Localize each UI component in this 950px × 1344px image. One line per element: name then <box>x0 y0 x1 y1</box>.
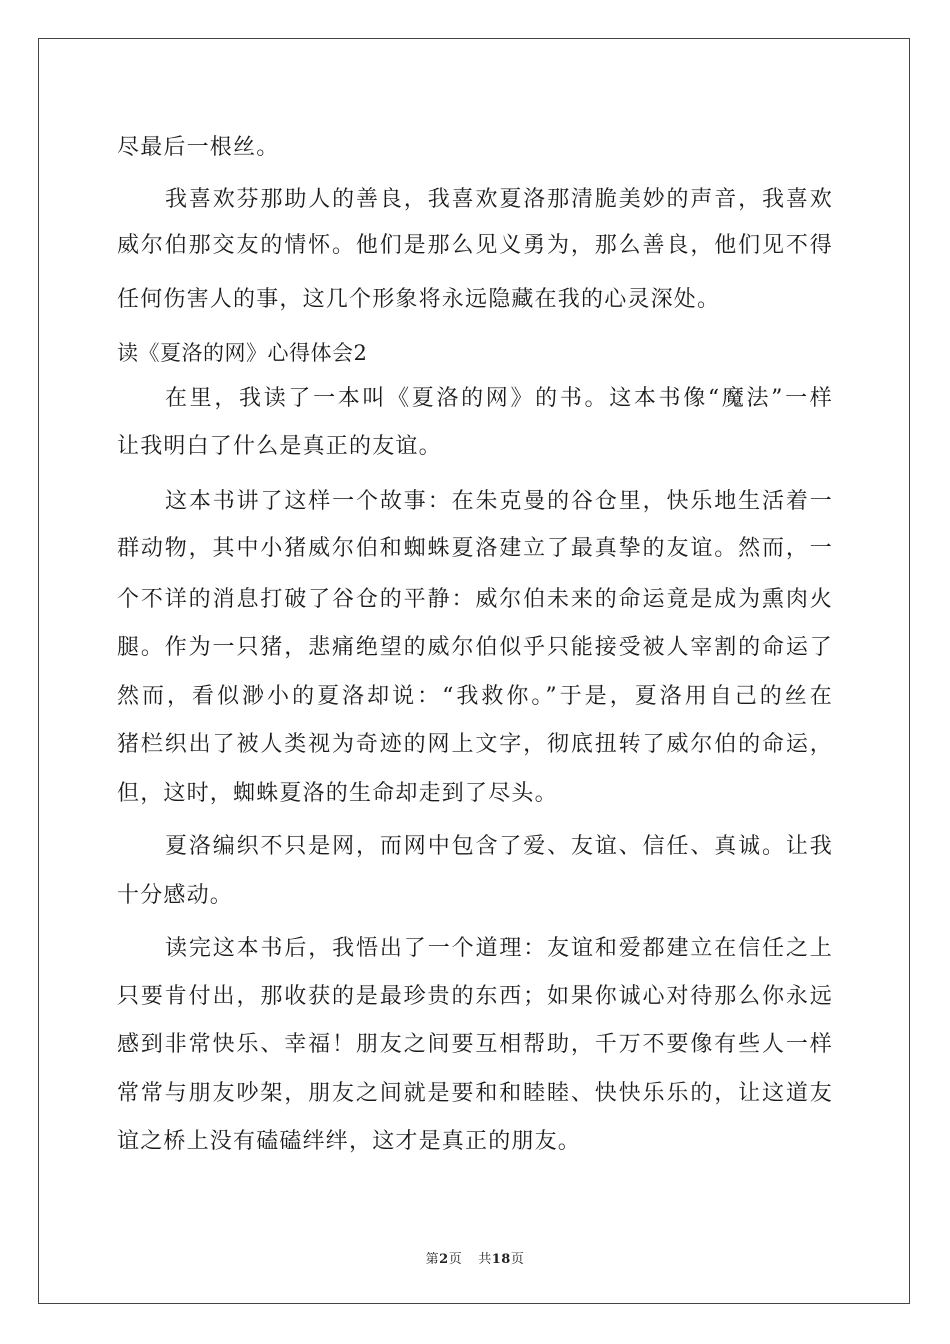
paragraph-first-line: 在里，我读了一本叫《夏洛的网》的书。这本书像“魔法”一样 <box>165 386 833 411</box>
total-pages-indicator: 共18页 <box>478 1252 525 1267</box>
text-line: 腿。作为一只猪，悲痛绝望的威尔伯似乎只能接受被人宰割的命运了 <box>117 635 833 660</box>
text-line: 个不详的消息打破了谷仓的平静：威尔伯未来的命运竟是成为熏肉火 <box>117 587 833 612</box>
text-line: 然而，看似渺小的夏洛却说：“我救你。”于是，夏洛用自己的丝在 <box>117 684 833 709</box>
paragraph-first-line: 读完这本书后，我悟出了一个道理：友谊和爱都建立在信任之上 <box>165 936 833 961</box>
text-line: 群动物，其中小猪威尔伯和蜘蛛夏洛建立了最真挚的友谊。然而，一 <box>117 536 833 561</box>
paragraph-first-line: 我喜欢芬那助人的善良，我喜欢夏洛那清脆美妙的声音，我喜欢 <box>165 187 833 212</box>
text-line: 让我明白了什么是真正的友谊。 <box>117 434 442 459</box>
text-line: 但，这时，蜘蛛夏洛的生命却走到了尽头。 <box>117 781 558 806</box>
text-line: 常常与朋友吵架，朋友之间就是要和和睦睦、快快乐乐的，让这道友 <box>117 1081 833 1106</box>
text-line: 任何伤害人的事，这几个形象将永远隐藏在我的心灵深处。 <box>117 287 721 312</box>
text-line: 尽最后一根丝。 <box>117 135 280 160</box>
page-footer <box>0 1248 950 1267</box>
paragraph-first-line: 夏洛编织不只是网，而网中包含了爱、友谊、信任、真诚。让我 <box>165 834 833 859</box>
text-line: 谊之桥上没有磕磕绊绊，这才是真正的朋友。 <box>117 1129 582 1154</box>
text-line: 十分感动。 <box>117 883 234 908</box>
page-indicator: 第2页 <box>425 1252 463 1267</box>
section-heading: 读《夏洛的网》心得体会2 <box>117 341 368 365</box>
text-line: 猪栏织出了被人类视为奇迹的网上文字，彻底扭转了威尔伯的命运， <box>117 732 833 757</box>
paragraph-first-line: 这本书讲了这样一个故事：在朱克曼的谷仓里，快乐地生活着一 <box>165 489 833 514</box>
text-line: 感到非常快乐、幸福！朋友之间要互相帮助，千万不要像有些人一样 <box>117 1032 833 1057</box>
text-line: 威尔伯那交友的情怀。他们是那么见义勇为，那么善良，他们见不得 <box>117 233 833 258</box>
text-line: 只要肯付出，那收获的是最珍贵的东西；如果你诚心对待那么你永远 <box>117 984 833 1009</box>
